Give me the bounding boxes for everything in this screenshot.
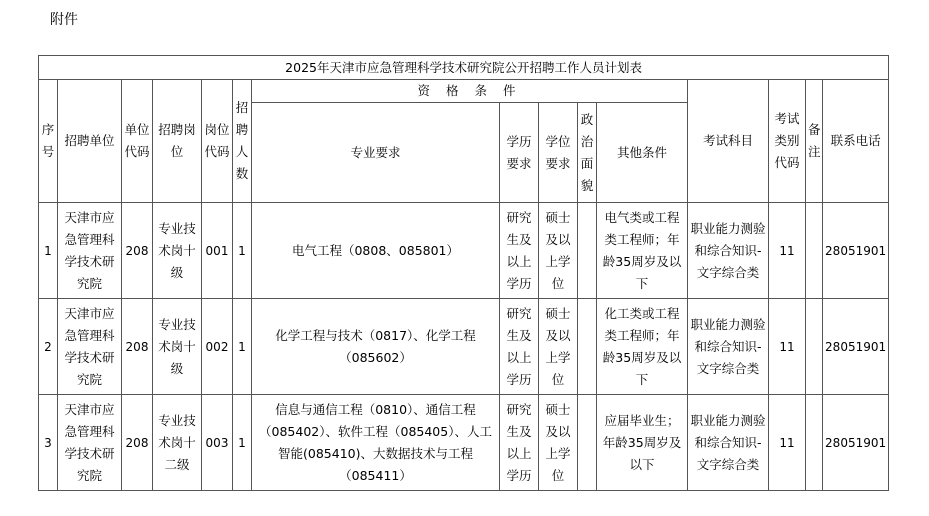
header-exam-subjects: 考试科目	[688, 80, 769, 203]
cell-other: 电气类或工程类工程师；年龄35周岁及以下	[597, 203, 688, 299]
cell-exam-code: 11	[769, 395, 806, 491]
cell-seq: 3	[39, 395, 58, 491]
cell-degree: 硕士及以上学位	[539, 299, 578, 395]
cell-headcount: 1	[233, 203, 252, 299]
cell-position: 专业技术岗十级	[153, 299, 202, 395]
header-unit: 招聘单位	[58, 80, 122, 203]
cell-position-code: 001	[202, 203, 233, 299]
cell-political	[578, 395, 597, 491]
header-remarks: 备注	[806, 80, 823, 203]
header-major: 专业要求	[252, 103, 500, 203]
table-title: 2025年天津市应急管理科学技术研究院公开招聘工作人员计划表	[39, 56, 889, 80]
cell-unit: 天津市应急管理科学技术研究院	[58, 395, 122, 491]
cell-position: 专业技术岗十级	[153, 203, 202, 299]
header-other: 其他条件	[597, 103, 688, 203]
cell-exam-subjects: 职业能力测验和综合知识-文字综合类	[688, 395, 769, 491]
header-position: 招聘岗位	[153, 80, 202, 203]
cell-unit-code: 208	[122, 203, 153, 299]
cell-headcount: 1	[233, 395, 252, 491]
cell-seq: 1	[39, 203, 58, 299]
header-exam-code: 考试类别代码	[769, 80, 806, 203]
cell-exam-code: 11	[769, 299, 806, 395]
cell-other: 化工类或工程类工程师；年龄35周岁及以下	[597, 299, 688, 395]
cell-other: 应届毕业生；年龄35周岁及以下	[597, 395, 688, 491]
cell-degree: 硕士及以上学位	[539, 203, 578, 299]
cell-position-code: 002	[202, 299, 233, 395]
cell-unit: 天津市应急管理科学技术研究院	[58, 299, 122, 395]
recruitment-plan-table	[38, 55, 889, 491]
cell-position: 专业技术岗十二级	[153, 395, 202, 491]
cell-exam-subjects: 职业能力测验和综合知识-文字综合类	[688, 299, 769, 395]
cell-unit-code: 208	[122, 395, 153, 491]
cell-degree: 硕士及以上学位	[539, 395, 578, 491]
cell-phone: 28051901	[823, 395, 889, 491]
cell-headcount: 1	[233, 299, 252, 395]
header-unit-code: 单位代码	[122, 80, 153, 203]
header-degree: 学位要求	[539, 103, 578, 203]
table-row	[39, 395, 889, 491]
cell-phone: 28051901	[823, 203, 889, 299]
cell-remarks	[806, 203, 823, 299]
cell-major: 化学工程与技术（0817）、化学工程（085602）	[252, 299, 500, 395]
cell-political	[578, 203, 597, 299]
cell-remarks	[806, 395, 823, 491]
header-headcount: 招聘人数	[233, 80, 252, 203]
cell-education: 研究生及以上学历	[500, 395, 539, 491]
cell-position-code: 003	[202, 395, 233, 491]
cell-remarks	[806, 299, 823, 395]
cell-exam-subjects: 职业能力测验和综合知识-文字综合类	[688, 203, 769, 299]
cell-major: 电气工程（0808、085801）	[252, 203, 500, 299]
cell-education: 研究生及以上学历	[500, 203, 539, 299]
cell-political	[578, 299, 597, 395]
header-education: 学历要求	[500, 103, 539, 203]
table-row	[39, 203, 889, 299]
cell-phone: 28051901	[823, 299, 889, 395]
cell-exam-code: 11	[769, 203, 806, 299]
cell-major: 信息与通信工程（0810）、通信工程（085402）、软件工程（085405）、人工智能(085410)、大数据技术与工程（085411）	[252, 395, 500, 491]
cell-education: 研究生及以上学历	[500, 299, 539, 395]
header-seq: 序号	[39, 80, 58, 203]
attachment-label: 附件	[50, 12, 78, 28]
header-political: 政治面貌	[578, 103, 597, 203]
table-row	[39, 299, 889, 395]
cell-unit: 天津市应急管理科学技术研究院	[58, 203, 122, 299]
cell-seq: 2	[39, 299, 58, 395]
header-qualifications: 资 格 条 件	[252, 80, 688, 103]
header-phone: 联系电话	[823, 80, 889, 203]
header-position-code: 岗位代码	[202, 80, 233, 203]
cell-unit-code: 208	[122, 299, 153, 395]
